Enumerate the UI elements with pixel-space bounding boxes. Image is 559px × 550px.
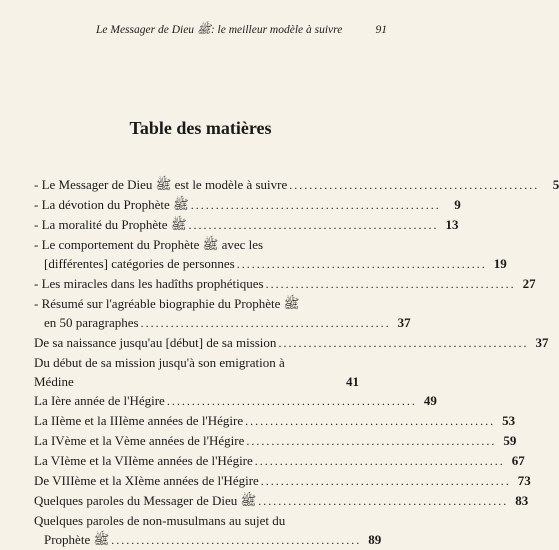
toc-entry-page: 19 (493, 256, 507, 271)
toc-entry-page: 13 (445, 217, 459, 232)
running-head (96, 22, 387, 39)
toc-entry-page: 59 (503, 433, 517, 448)
toc-entry-text: Médine (34, 374, 74, 389)
toc-entry[interactable] (34, 431, 517, 451)
toc-entry-text: De VIIIème et la XIème années de l'Hégire (34, 473, 259, 488)
toc-entry[interactable] (34, 294, 411, 333)
toc-entry-page: 41 (346, 374, 359, 389)
toc-entry-page: 67 (511, 453, 525, 468)
toc-entry-page: 27 (522, 276, 536, 291)
toc-entry-text: [différentes] catégories de personnes (44, 256, 235, 271)
toc-entry-first-line: Quelques paroles de non-musulmans au sujet du (34, 513, 286, 528)
toc-entry-text: - La moralité du Prophète ﷺ (34, 217, 187, 232)
toc-entry-page: 83 (515, 493, 529, 508)
toc-entry[interactable] (34, 353, 359, 391)
leader-dots: .................................................. (245, 414, 496, 428)
toc-entry-page: 9 (454, 197, 461, 212)
toc-entry-text: - Le Messager de Dieu ﷺ est le modèle à suivre (34, 177, 288, 192)
toc-entry-page: 37 (535, 335, 549, 350)
toc-entry-first-line: - Le comportement du Prophète ﷺ avec les (34, 237, 264, 252)
toc-entry[interactable] (34, 411, 516, 431)
toc-entry[interactable] (34, 391, 437, 411)
page-title: Table des matières (129, 118, 272, 138)
toc-entry[interactable] (34, 215, 459, 235)
page-number: 91 (375, 24, 387, 36)
toc-entry-page: 53 (502, 413, 516, 428)
toc-entry-page: 49 (423, 393, 437, 408)
toc-entry-text: Quelques paroles du Messager de Dieu ﷺ (34, 493, 257, 508)
leader-dots: .................................................. (188, 218, 439, 232)
toc-entry-text: - Les miracles dans les hadîths prophétiques (34, 276, 264, 291)
toc-entry-page: 73 (517, 473, 531, 488)
toc-entry-page: 37 (397, 315, 411, 330)
toc-entry-first-line: Du début de sa mission jusqu'à son emigration à (34, 355, 285, 370)
toc-entry-text: De sa naissance jusqu'au [début] de sa mission (34, 335, 277, 350)
leader-dots: .................................................. (289, 178, 540, 192)
toc-entry[interactable] (34, 175, 559, 195)
table-of-contents (34, 175, 559, 550)
leader-dots: .................................................. (254, 454, 505, 468)
leader-dots: .................................................. (236, 257, 487, 271)
toc-entry-first-line: - Résumé sur l'agréable biographie du Prophète ﷺ (34, 296, 300, 311)
toc-entry[interactable] (34, 491, 529, 511)
toc-entry[interactable] (34, 511, 382, 550)
leader-dots: .................................................. (111, 533, 362, 547)
toc-entry-text: La IVème et la Vème années de l'Hégire (34, 433, 245, 448)
running-title: Le Messager de Dieu ﷺ: le meilleur modèle à suivre (96, 24, 343, 36)
toc-entry-page: 89 (368, 532, 382, 547)
leader-dots: .................................................. (190, 198, 441, 212)
toc-entry-text: La VIème et la VIIème années de l'Hégire (34, 453, 253, 468)
toc-entry-text: - La dévotion du Prophète ﷺ (34, 197, 189, 212)
leader-dots: .................................................. (278, 336, 529, 350)
leader-dots: .................................................. (140, 316, 391, 330)
toc-entry-text: La IIème et la IIIème années de l'Hégire (34, 413, 244, 428)
toc-entry-text: La Ière année de l'Hégire (34, 393, 165, 408)
leader-dots: .................................................. (166, 394, 417, 408)
toc-entry[interactable] (34, 333, 549, 353)
toc-entry-text: Prophète ﷺ (44, 532, 110, 547)
toc-entry[interactable] (34, 195, 461, 215)
leader-dots: .................................................. (258, 494, 509, 508)
toc-entry[interactable] (34, 235, 507, 274)
toc-entry[interactable] (34, 471, 531, 491)
leader-dots: .................................................. (265, 277, 516, 291)
toc-entry-page: 5 (552, 177, 559, 192)
toc-entry[interactable] (34, 274, 536, 294)
toc-entry[interactable] (34, 451, 525, 471)
leader-dots: .................................................. (260, 474, 511, 488)
leader-dots: .................................................. (246, 434, 497, 448)
toc-entry-text: en 50 paragraphes (44, 315, 139, 330)
